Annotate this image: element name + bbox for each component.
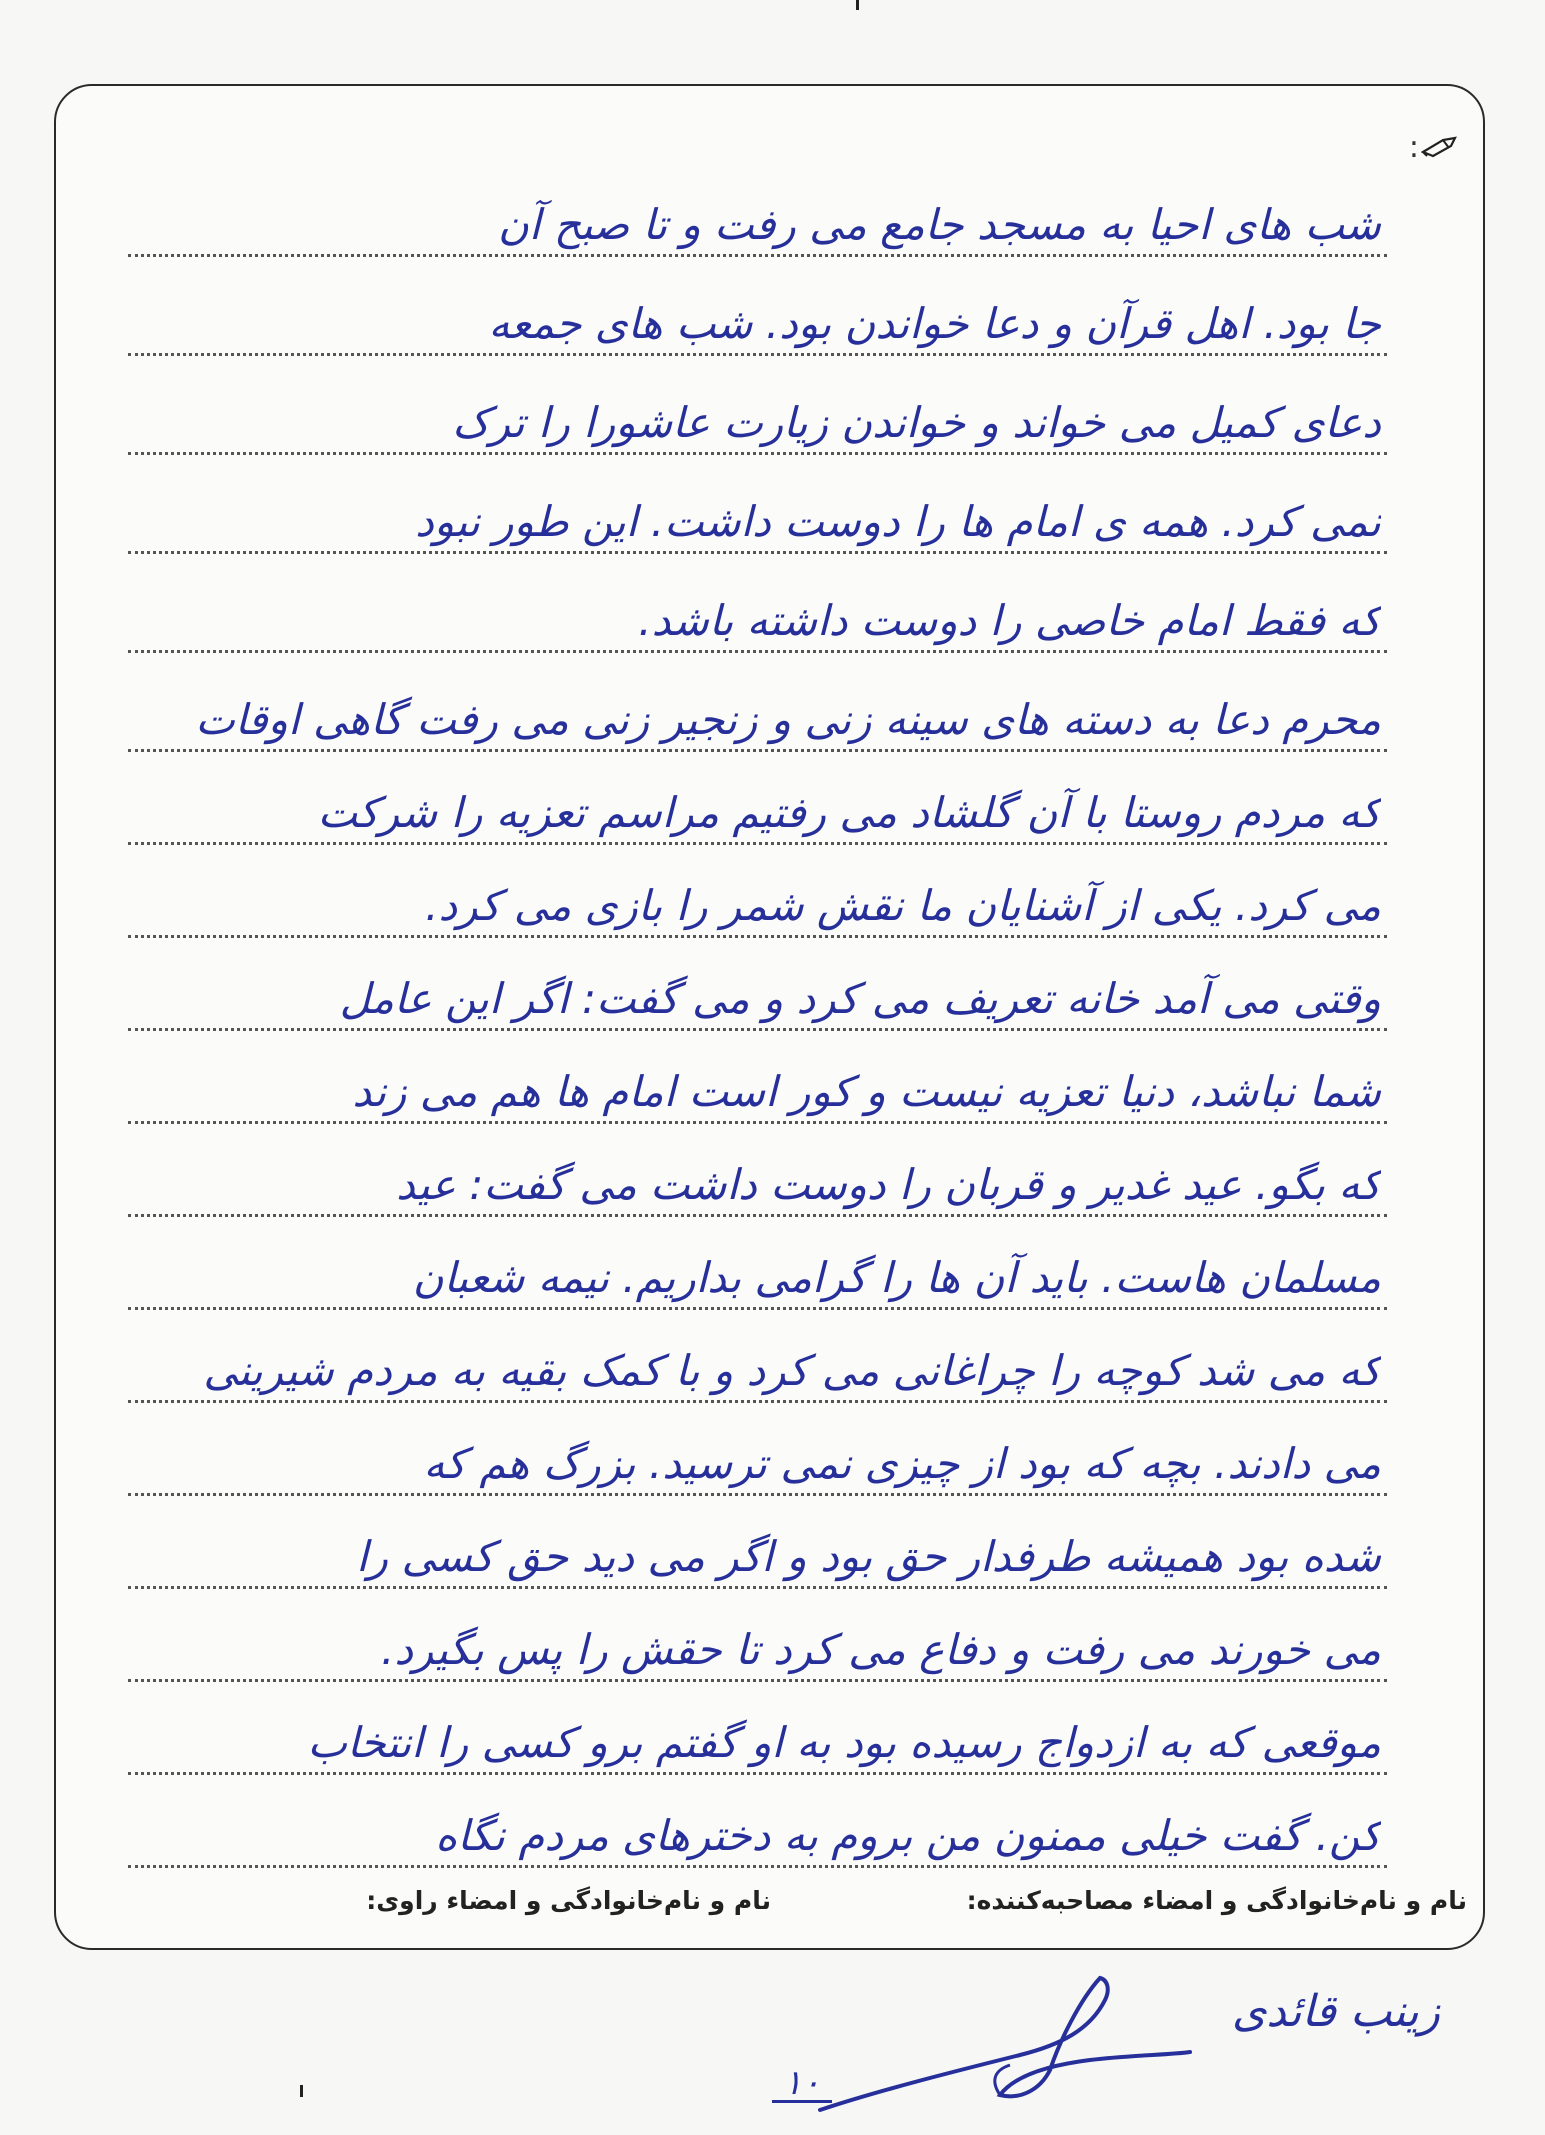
text-line [128, 1031, 1387, 1124]
text-line [128, 1217, 1387, 1310]
handwritten-line: می خورند می رفت و دفاع می کرد تا حقش را پس بگیرد. [380, 1624, 1381, 1674]
handwritten-line: محرم دعا به دسته های سینه زنی و زنجیر زنی می رفت گاهی اوقات [195, 694, 1381, 744]
text-line [128, 356, 1387, 455]
text-line [128, 845, 1387, 938]
narrator-signature-label: نام و نام‌خانوادگی و امضاء راوی: [366, 1886, 771, 1915]
handwritten-line: نمی کرد. همه ی امام ها را دوست داشت. این طور نبود [415, 496, 1381, 546]
text-line [128, 554, 1387, 653]
page-frame [54, 84, 1485, 1950]
handwritten-line: جا بود. اهل قرآن و دعا خواندن بود. شب های جمعه [488, 298, 1381, 348]
text-line [128, 455, 1387, 554]
text-line [128, 1310, 1387, 1403]
text-line [128, 1124, 1387, 1217]
handwritten-text-block [128, 158, 1387, 1868]
handwritten-line: شده بود همیشه طرفدار حق بود و اگر می دید حق کسی را [356, 1531, 1381, 1581]
text-line [128, 752, 1387, 845]
text-line [128, 158, 1387, 257]
handwritten-line: که بگو. عید غدیر و قربان را دوست داشت می گفت: عید [396, 1159, 1381, 1209]
pen-icon [1421, 134, 1461, 158]
handwritten-line: کن. گفت خیلی ممنون من بروم به دخترهای مردم نگاه [435, 1810, 1381, 1860]
handwritten-line: که مردم روستا با آن گلشاد می رفتیم مراسم تعزیه را شرکت [317, 787, 1381, 837]
handwritten-line: که می شد کوچه را چراغانی می کرد و با کمک بقیه به مردم شیرینی [203, 1345, 1381, 1395]
top-edge-mark [856, 0, 859, 10]
text-line [128, 938, 1387, 1031]
handwritten-line: دعای کمیل می خواند و خواندن زیارت عاشورا را ترک [452, 397, 1381, 447]
handwritten-line: می کرد. یکی از آشنایان ما نقش شمر را بازی می کرد. [425, 880, 1381, 930]
handwritten-line: شما نباشد، دنیا تعزیه نیست و کور است امام ها هم می زند [352, 1066, 1381, 1116]
handwritten-line: موقعی که به ازدواج رسیده بود به او گفتم برو کسی را انتخاب [307, 1717, 1381, 1767]
text-line [128, 1682, 1387, 1775]
bottom-edge-mark [300, 2085, 303, 2097]
text-line [128, 257, 1387, 356]
handwritten-line: شب های احیا به مسجد جامع می رفت و تا صبح آن [498, 199, 1381, 249]
interviewer-signature-label: نام و نام‌خانوادگی و امضاء مصاحبه‌کننده: [966, 1886, 1467, 1915]
handwritten-line: می دادند. بچه که بود از چیزی نمی ترسید. بزرگ هم که [423, 1438, 1381, 1488]
text-line [128, 1589, 1387, 1682]
page-number: ۱۰ [772, 2066, 832, 2103]
text-line [128, 653, 1387, 752]
text-line [128, 1496, 1387, 1589]
handwritten-line: وقتی می آمد خانه تعریف می کرد و می گفت: اگر این عامل [339, 973, 1381, 1023]
text-line [128, 1403, 1387, 1496]
pen-colon: : [1408, 130, 1419, 165]
signature-area [760, 1960, 1440, 2120]
handwritten-line: که فقط امام خاصی را دوست داشته باشد. [638, 595, 1381, 645]
signature-name: زینب قائدی [1231, 1986, 1440, 2037]
text-line [128, 1775, 1387, 1868]
handwritten-line: مسلمان هاست. باید آن ها را گرامی بداریم. نیمه شعبان [412, 1252, 1381, 1302]
